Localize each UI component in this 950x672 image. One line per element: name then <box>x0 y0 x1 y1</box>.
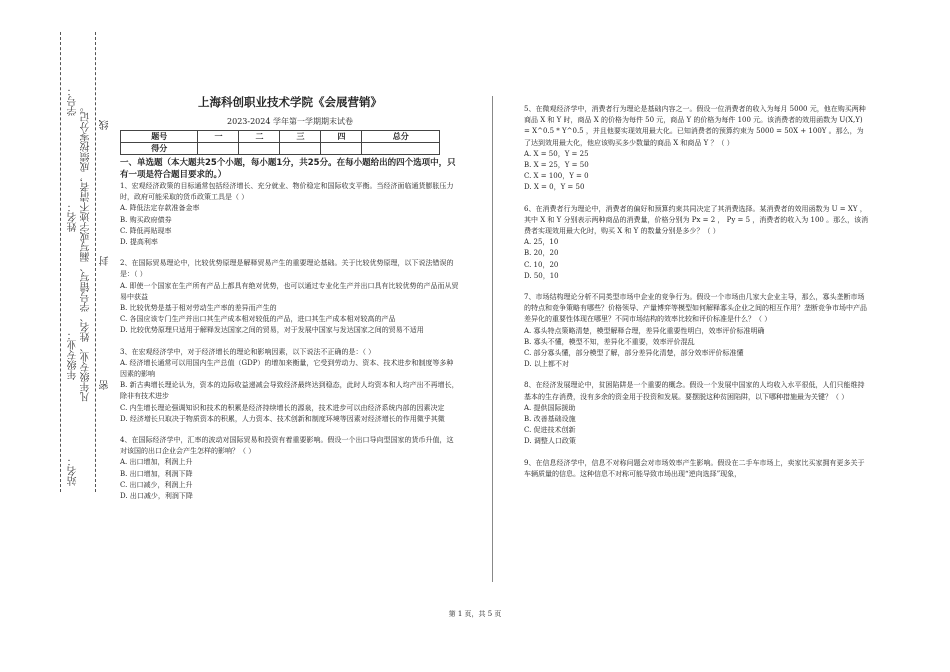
exam-title: 上海科创职业技术学院《会展营销》 <box>198 95 382 109</box>
answer-option: A. 出口增加，利润上升 <box>120 458 193 467</box>
question-block <box>524 458 869 480</box>
line-word-feng: 封 <box>100 256 111 266</box>
binding-margin <box>0 0 110 672</box>
score-cell <box>198 143 239 155</box>
answer-option: A. 降低法定存款准备金率 <box>120 204 200 213</box>
page-number: 第 1 页，共 5 页 <box>448 610 502 618</box>
answer-option: A. 即使一个国家在生产所有产品上都具有绝对优势，也可以通过专业化生产并出口具有比较优势的产品而从贸易中获益 <box>120 281 459 301</box>
question-block <box>524 204 869 282</box>
score-table <box>120 130 440 155</box>
answer-option: A. 提供国际援助 <box>524 403 576 412</box>
score-table-header-row <box>121 131 440 143</box>
answer-option: A. 25，10 <box>524 238 559 247</box>
answer-option: B. 20，20 <box>524 249 559 258</box>
answer-option: D. 50，10 <box>524 271 559 280</box>
answer-option: D. 比较优势原理只适用于解释发达国家之间的贸易，对于发展中国家与发达国家之间的贸易不适用 <box>120 326 424 335</box>
score-table-score-row <box>121 143 440 155</box>
answer-option: D. 出口减少，利润下降 <box>120 492 193 501</box>
answer-option: C. 10，20 <box>524 260 559 269</box>
name-label: 姓名： <box>68 202 79 232</box>
question-stem: 2、在国际贸易理论中，比较优势原理是解释贸易产生的重要理论基础。关于比较优势原理，以下说法错误的是：（ ） <box>120 259 454 279</box>
right-column <box>524 104 869 490</box>
question-block <box>524 104 869 194</box>
answer-option: D. 以上都不对 <box>524 360 569 369</box>
answer-option: C. 内生增长理论强调知识和技术的积累是经济持续增长的源泉，技术进步可以由经济系统内部的因素决定 <box>120 403 445 412</box>
question-block <box>120 347 460 425</box>
question-stem: 9、在信息经济学中，信息不对称问题会对市场效率产生影响。假设在二手车市场上，卖家比买家拥有更多关于车辆质量的信息。这种信息不对称可能导致市场出现“逆向选择”现象， <box>524 458 865 478</box>
answer-option: D. 调整人口政策 <box>524 437 576 446</box>
answer-option: A. X = 50，Y = 25 <box>524 149 589 158</box>
score-cell <box>239 143 280 155</box>
answer-option: D. 经济增长只取决于物质资本的积累，人力资本、技术创新和制度环境等因素对经济增长的作用微乎其微 <box>120 414 445 423</box>
seal-line-inner <box>60 32 61 492</box>
answer-option: B. 新古典增长理论认为，资本的边际收益递减会导致经济最终达到稳态，此时人均资本和人均产出不再增长，除非有技术进步 <box>120 381 459 401</box>
question-stem: 8、在经济发展理论中，贫困陷阱是一个重要的概念。假设一个发展中国家的人均收入水平很低，人们只能维持基本的生存消费，没有多余的资金用于投资和发展。要摆脱这种贫困陷阱，以下哪种措施最为关键？（ ） <box>524 381 865 401</box>
question-block <box>524 380 869 447</box>
question-stem: 5、在微观经济学中，消费者行为理论是基础内容之一。假设一位消费者的收入为每月 5000 元，他在购买两种商品 X 和 Y 时，商品 X 的价格为每件 50 元，商品 Y 的价格为每件 100 元。该消费者的效用函数为 U(X,Y) = X^0.5 * Y^0.5 ，并且他要实现效用最大化。已知消费者的预算约束为 5000 = 50X + 100Y 。那么，为了达到效用最大化，他应该购买多少数量的商品 X 和商品 Y ？（ ） <box>524 105 866 147</box>
column-divider <box>492 96 493 582</box>
answer-option: B. 改善基础设施 <box>524 415 576 424</box>
question-stem: 4、在国际经济学中，汇率的波动对国际贸易和投资有着重要影响。假设一个出口导向型国家的货币升值，这对该国的出口企业会产生怎样的影响？（ ） <box>120 436 454 456</box>
question-block <box>524 292 869 370</box>
grade-major-label: 年级专业： <box>68 330 79 380</box>
question-stem: 6、在消费者行为理论中，消费者的偏好和预算约束共同决定了其消费选择。某消费者的效用函数为 U = XY ，其中 X 和 Y 分别表示两种商品的消费量，价格分别为 Px = 2 ， Py = 5 ，消费者的收入为 100 。那么，该消费者实现效用最大化时，购买 X 和 Y 的数量分别是多少？（ ） <box>524 204 869 236</box>
section-heading: 一、单选题（本大题共25个小题，每小题1分，共25分。在每小题给出的四个选项中，只有一项是符合题目要求的。） <box>120 158 456 180</box>
line-word-mi: 密 <box>100 380 111 390</box>
question-stem: 7、市场结构理论分析不同类型市场中企业的竞争行为。假设一个市场由几家大企业主导，那么，寡头垄断市场的特点和竞争策略有哪些？价格领导、产量博弈等模型如何解释寡头企业之间的相互作用？垄断竞争市场中产品差异化的重要性体现在哪里？不同市场结构的效率比较和评价标准是什么？（ ） <box>524 293 867 324</box>
answer-option: C. 降低再贴现率 <box>120 226 172 235</box>
line-word-xian: 线 <box>100 120 111 130</box>
seal-line <box>95 32 96 492</box>
answer-option: B. 寡头不懂，模型不知，差异化不重要，效率评价混乱 <box>524 337 695 346</box>
answer-option: A. 经济增长通常可以用国内生产总值（GDP）的增加来衡量，它受到劳动力、资本、技术进步和制度等多种因素的影响 <box>120 358 454 379</box>
question-block <box>120 258 460 336</box>
score-cell <box>362 143 440 155</box>
score-row-label: 得分 <box>121 143 198 155</box>
score-header-cell: 三 <box>280 131 321 143</box>
score-cell <box>321 143 362 155</box>
notice-text: 凡年级专业、姓名、学号错写、漏写或字迹不清者，成绩按零分记。 <box>81 102 92 402</box>
answer-option: B. 购买政府债券 <box>120 215 172 224</box>
score-cell <box>280 143 321 155</box>
score-header-cell: 题号 <box>121 131 198 143</box>
score-header-cell: 二 <box>239 131 280 143</box>
answer-option: C. 部分寡头懂，部分模型了解，部分差异化清楚，部分效率评价标准懂 <box>524 349 744 358</box>
question-block <box>120 181 460 248</box>
answer-option: C. X = 100，Y = 0 <box>524 172 589 181</box>
left-column <box>120 94 460 512</box>
exam-subtitle: 2023-2024 学年第一学期期末试卷 <box>227 117 353 126</box>
answer-option: B. 比较优势是基于相对劳动生产率的差异而产生的 <box>120 304 277 313</box>
answer-option: C. 各国应该专门生产并出口其生产成本相对较低的产品，进口其生产成本相对较高的产品 <box>120 315 396 324</box>
answer-option: C. 促进技术创新 <box>524 426 576 435</box>
score-header-cell: 一 <box>198 131 239 143</box>
student-id-label: 学号： <box>68 86 79 116</box>
answer-option: D. 提高利率 <box>120 238 158 247</box>
station-label: 站名： <box>68 456 79 486</box>
score-header-cell: 四 <box>321 131 362 143</box>
answer-option: B. X = 25，Y = 50 <box>524 161 589 170</box>
score-header-cell: 总分 <box>362 131 440 143</box>
question-block <box>120 435 460 502</box>
answer-option: C. 出口减少，利润上升 <box>120 480 193 489</box>
answer-option: D. X = 0，Y = 50 <box>524 183 585 192</box>
question-stem: 3、在宏观经济学中，对于经济增长的理论和影响因素，以下说法不正确的是：（ ） <box>120 347 376 356</box>
right-question-list <box>524 104 869 480</box>
answer-option: A. 寡头特点策略清楚，模型解释合理，差异化重要性明白，效率评价标准明确 <box>524 326 765 335</box>
question-stem: 1、宏观经济政策的目标通常包括经济增长、充分就业、物价稳定和国际收支平衡。当经济面临通货膨胀压力时，政府可能采取的货币政策工具是（ ） <box>120 182 454 202</box>
left-question-list <box>120 181 460 502</box>
answer-option: B. 出口增加，利润下降 <box>120 469 193 478</box>
